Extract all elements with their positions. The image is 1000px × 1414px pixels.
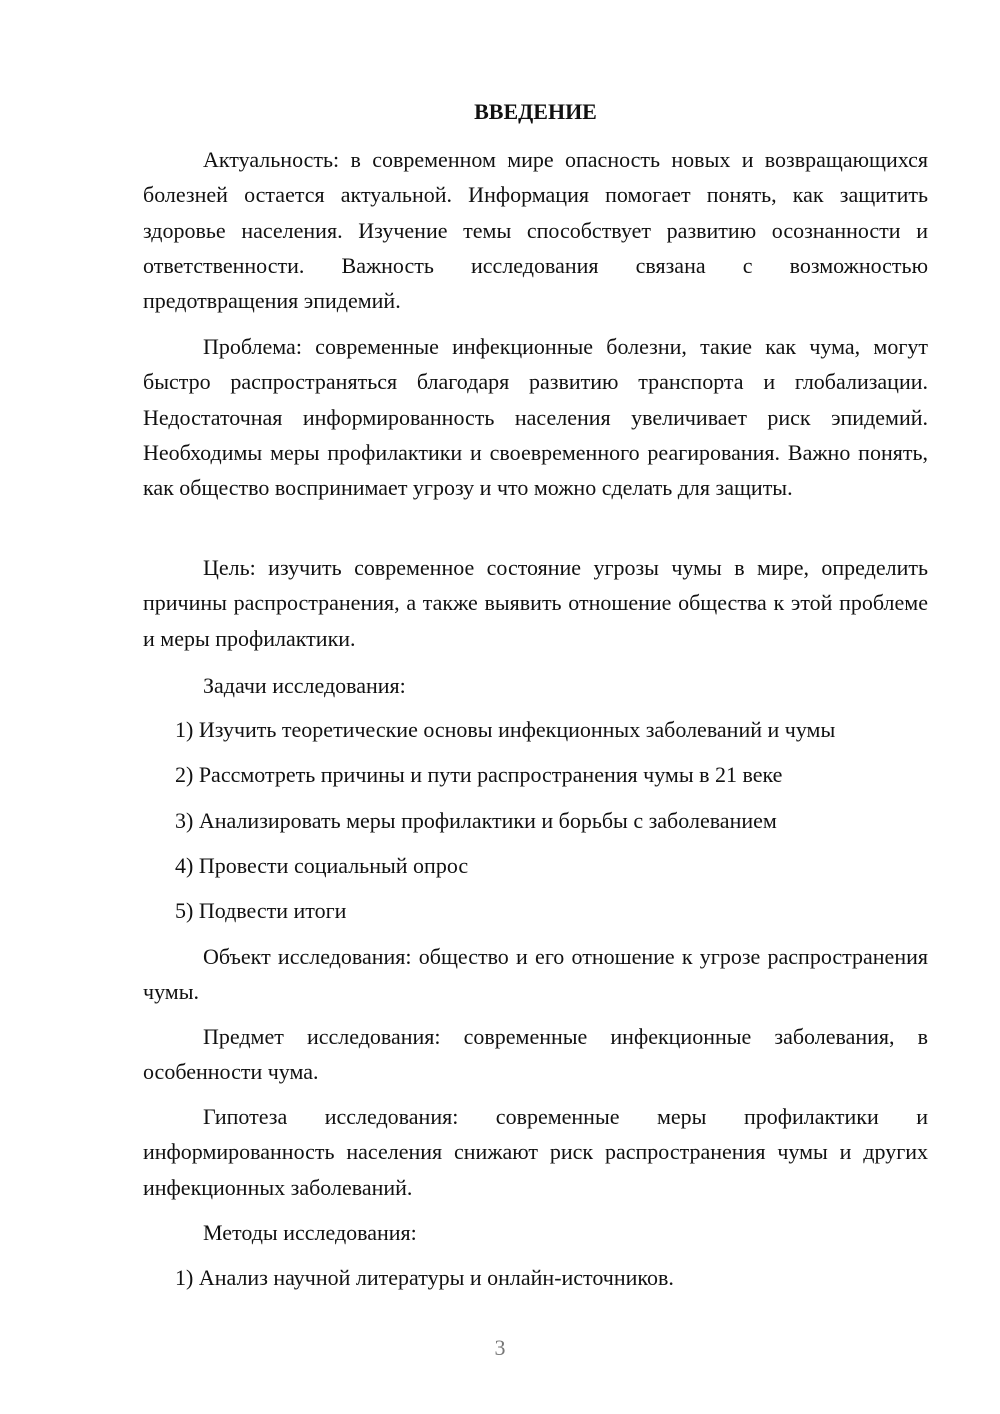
section-title: ВВЕДЕНИЕ: [474, 99, 597, 124]
goal-paragraph: Цель: изучить современное состояние угрозы чумы в мире, определить причины распространения, а также выявить отношение общества к этой проблеме и меры профилактики.: [143, 555, 928, 651]
task-item: 5) Подвести итоги: [175, 898, 347, 923]
page-number: 3: [494, 1335, 506, 1360]
object-paragraph: Объект исследования: общество и его отношение к угрозе распространения чумы.: [143, 944, 928, 1005]
hypothesis-paragraph: Гипотеза исследования: современные меры профилактики и информированность населения снижают риск распространения чумы и других инфекционных заболеваний.: [143, 1104, 928, 1200]
tasks-heading: Задачи исследования:: [203, 673, 406, 698]
task-item: 3) Анализировать меры профилактики и борьбы с заболеванием: [175, 808, 777, 833]
subject-paragraph: Предмет исследования: современные инфекционные заболевания, в особенности чума.: [143, 1024, 928, 1085]
task-item: 4) Провести социальный опрос: [175, 853, 469, 878]
relevance-paragraph: Актуальность: в современном мире опасность новых и возвращающихся болезней остается актуальной. Информация помогает понять, как защитить здоровье населения. Изучение темы способствует развитию осознанности и ответственности. Важность исследования связана с возможностью предотвращения эпидемий.: [143, 147, 928, 314]
methods-heading: Методы исследования:: [203, 1220, 417, 1245]
task-item: 2) Рассмотреть причины и пути распространения чумы в 21 веке: [175, 762, 783, 787]
task-item: 1) Изучить теоретические основы инфекционных заболеваний и чумы: [175, 717, 836, 742]
problem-paragraph: Проблема: современные инфекционные болезни, такие как чума, могут быстро распространяться благодаря развитию транспорта и глобализации. Недостаточная информированность населения увеличивает риск эпидемий. Необходимы меры профилактики и своевременного реагирования. Важно понять, как общество воспринимает угрозу и что можно сделать для защиты.: [143, 334, 928, 501]
method-item: 1) Анализ научной литературы и онлайн-источников.: [175, 1265, 674, 1290]
